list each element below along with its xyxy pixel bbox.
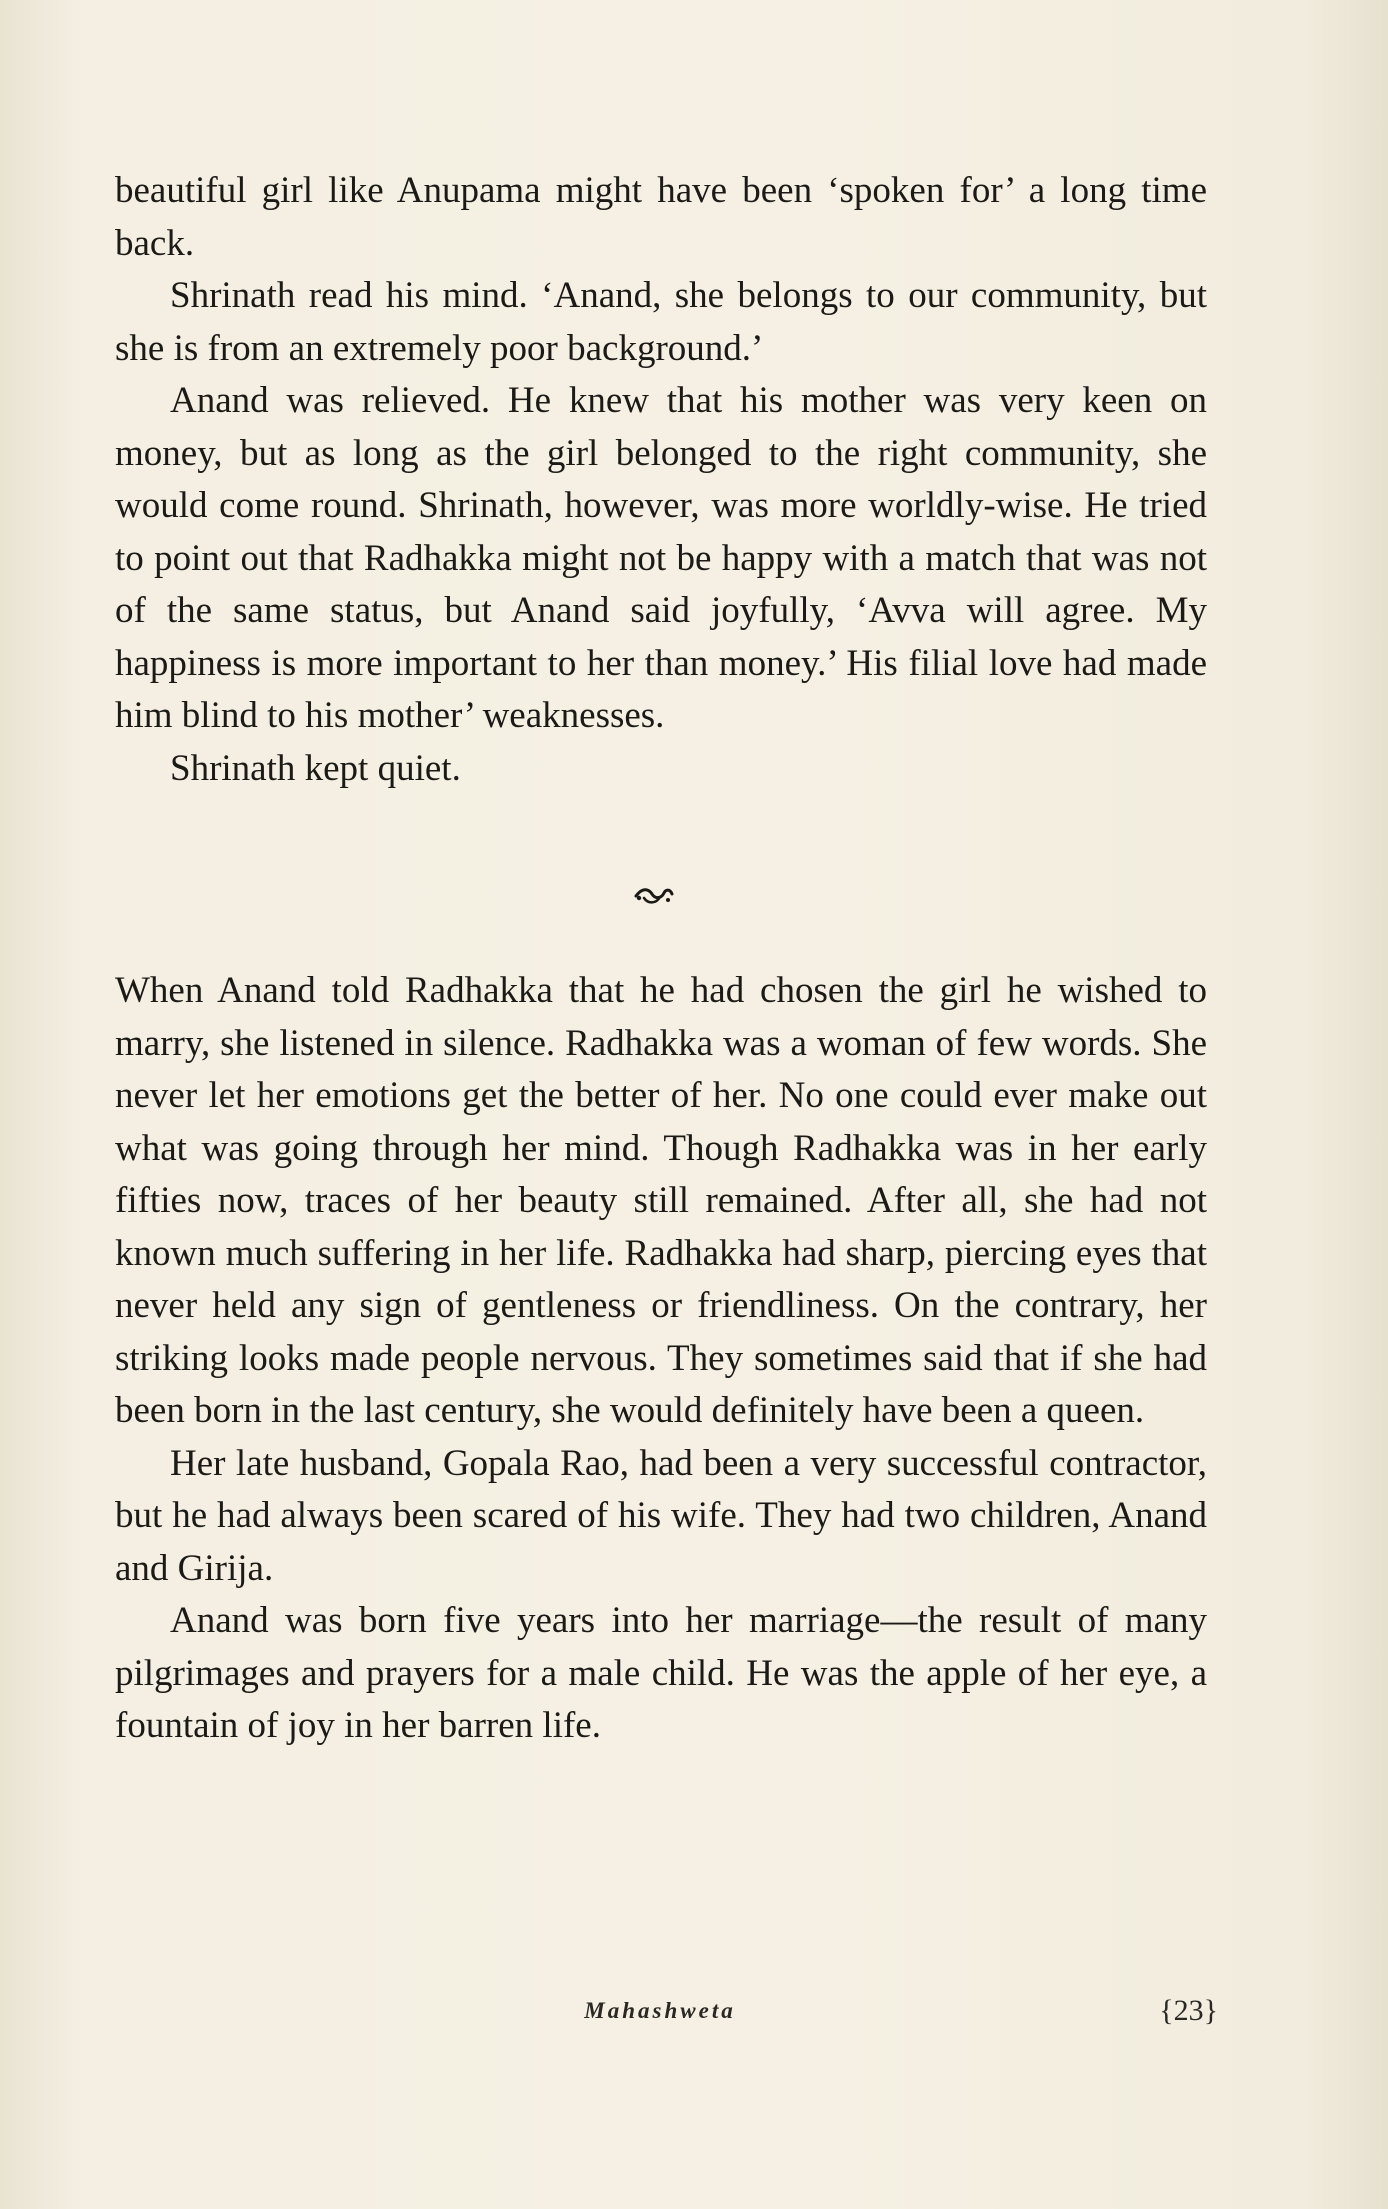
text-block-bottom bbox=[115, 965, 1207, 1753]
paragraph: beautiful girl like Anupama might have been ‘spoken for’ a long time back. bbox=[115, 170, 1207, 264]
page-number: {23} bbox=[1159, 1994, 1218, 2027]
paragraph: Her late husband, Gopala Rao, had been a very successful contractor, but he had always been scared of his wife. They had two children, Anand and Girija. bbox=[115, 1442, 1207, 1589]
running-footer-title: Mahashweta bbox=[584, 1998, 736, 2023]
paragraph: When Anand told Radhakka that he had chosen the girl he wished to marry, she listened in silence. Radhakka was a woman of few words. She never let her emotions get the better of her. No one could ever make out what was going through her mind. Though Radhakka was in her early fifties now, traces of her beauty still remained. After all, she had not known much suffering in her life. Radhakka had sharp, piercing eyes that never held any sign of gentleness or friendliness. On the contrary, her striking looks made people nervous. They sometimes said that if she had been born in the last century, she would definitely have been a queen. bbox=[115, 970, 1207, 1431]
paragraph: Anand was relieved. He knew that his mother was very keen on money, but as long as the girl belonged to the right community, she would come round. Shrinath, however, was more worldly-wise. He tried to point out that Radhakka might not be happy with a match that was not of the same status, but Anand said joyfully, ‘Avva will agree. My happiness is more important to her than money.’ His filial love had made him blind to his mother’ weaknesses. bbox=[115, 380, 1207, 736]
paragraph: Shrinath read his mind. ‘Anand, she belongs to our community, but she is from an extremely poor background.’ bbox=[115, 275, 1207, 369]
paragraph: Shrinath kept quiet. bbox=[170, 747, 461, 789]
text-block-top bbox=[115, 165, 1207, 795]
section-break-flourish-icon bbox=[634, 884, 674, 908]
paragraph: Anand was born five years into her marriage—the result of many pilgrimages and prayers for a male child. He was the apple of her eye, a fountain of joy in her barren life. bbox=[115, 1600, 1207, 1746]
